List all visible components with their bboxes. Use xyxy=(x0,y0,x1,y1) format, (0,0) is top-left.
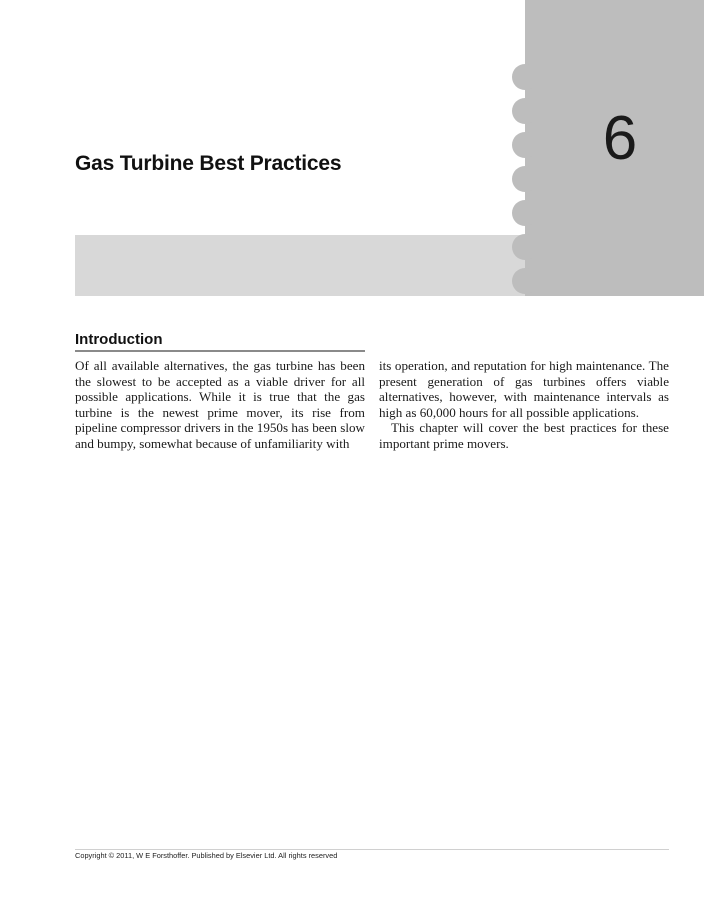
decorative-dot xyxy=(512,166,538,192)
chapter-number: 6 xyxy=(602,104,638,173)
chapter-title-band xyxy=(75,235,525,296)
paragraph: This chapter will cover the best practices for these important prime movers. xyxy=(379,420,669,451)
decorative-dot xyxy=(512,64,538,90)
decorative-dot xyxy=(512,200,538,226)
decorative-dot xyxy=(512,132,538,158)
decorative-dot xyxy=(512,98,538,124)
copyright-notice: Copyright © 2011, W E Forsthoffer. Published by Elsevier Ltd. All rights reserved xyxy=(75,851,338,860)
chapter-title: Gas Turbine Best Practices xyxy=(75,152,342,175)
footer-divider xyxy=(75,849,669,850)
paragraph: its operation, and reputation for high maintenance. The present generation of gas turbines offers viable alternatives, however, with maintenance intervals as high as 60,000 hours for all possible applications. xyxy=(379,358,669,420)
body-column-right xyxy=(379,358,669,452)
body-column-left xyxy=(75,358,365,452)
decorative-dot xyxy=(512,268,538,294)
paragraph: Of all available alternatives, the gas turbine has been the slowest to be accepted as a viable driver for all possible applications. While it is true that the gas turbine is the newest prime mover, its rise from pipeline compressor drivers in the 1950s has been slow and bumpy, somewhat because of unfamiliarity with xyxy=(75,358,365,451)
decorative-dot xyxy=(512,234,538,260)
section-heading-introduction: Introduction xyxy=(75,331,365,352)
